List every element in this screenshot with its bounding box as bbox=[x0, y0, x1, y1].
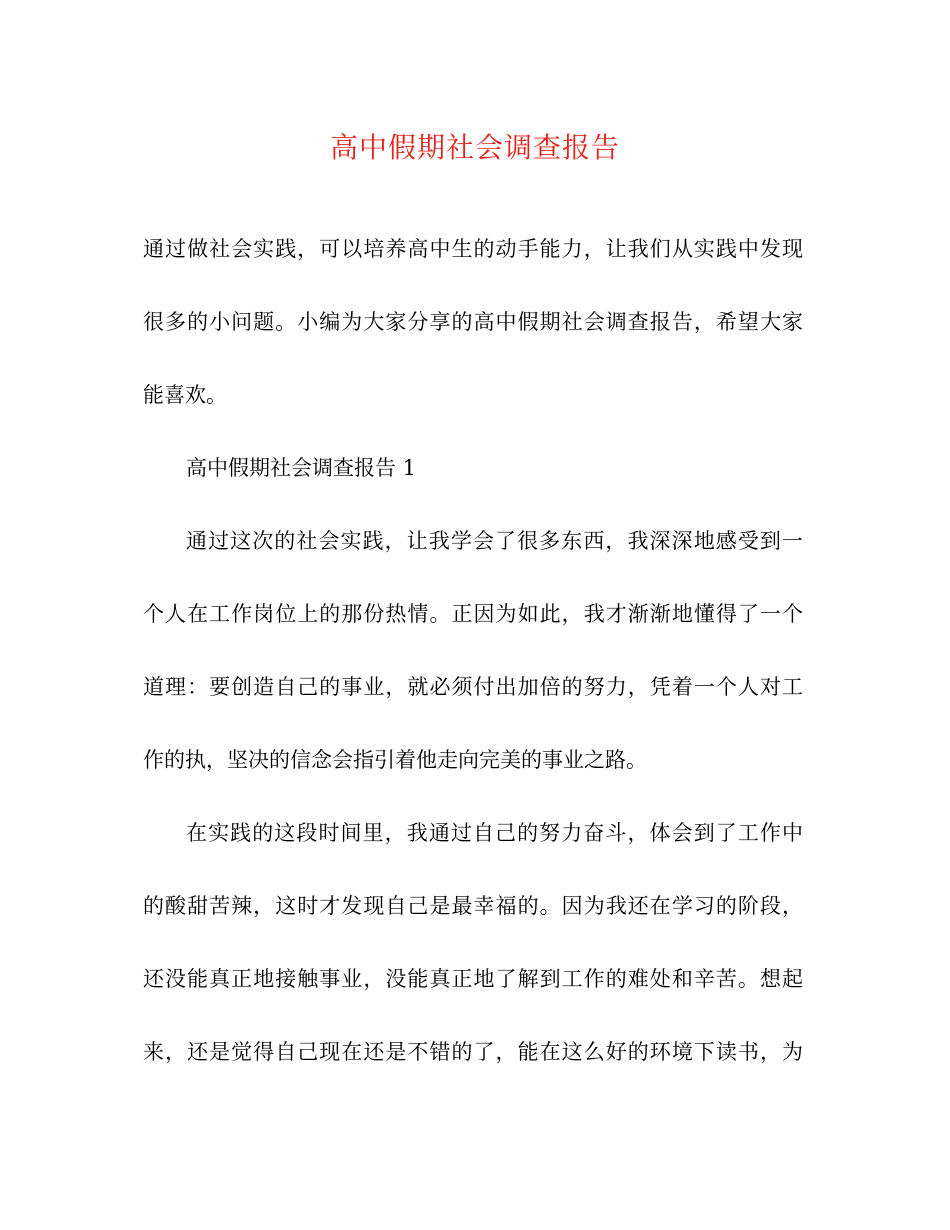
document-title: 高中假期社会调查报告 bbox=[329, 131, 620, 164]
paragraph-line: 很多的小问题。小编为大家分享的高中假期社会调查报告，希望大家 bbox=[143, 310, 803, 334]
paragraph-line: 在实践的这段时间里，我通过自己的努力奋斗，体会到了工作中 bbox=[186, 821, 803, 845]
paragraph-line: 通过做社会实践，可以培养高中生的动手能力，让我们从实践中发现 bbox=[143, 237, 803, 261]
section-heading: 高中假期社会调查报告 1 bbox=[186, 456, 417, 480]
paragraph-line: 通过这次的社会实践，让我学会了很多东西，我深深地感受到一 bbox=[186, 529, 803, 553]
paragraph-line: 道理：要创造自己的事业，就必须付出加倍的努力，凭着一个人对工 bbox=[143, 675, 803, 699]
paragraph-line: 还没能真正地接触事业，没能真正地了解到工作的难处和辛苦。想起 bbox=[143, 967, 803, 991]
paragraph-line: 来，还是觉得自己现在还是不错的了，能在这么好的环境下读书，为 bbox=[143, 1040, 803, 1064]
paragraph-line: 能喜欢。 bbox=[143, 383, 227, 407]
paragraph-line: 的酸甜苦辣，这时才发现自己是最幸福的。因为我还在学习的阶段， bbox=[143, 894, 803, 918]
paragraph-line: 个人在工作岗位上的那份热情。正因为如此，我才渐渐地懂得了一个 bbox=[143, 602, 803, 626]
paragraph-line: 作的执，坚决的信念会指引着他走向完美的事业之路。 bbox=[143, 748, 647, 772]
